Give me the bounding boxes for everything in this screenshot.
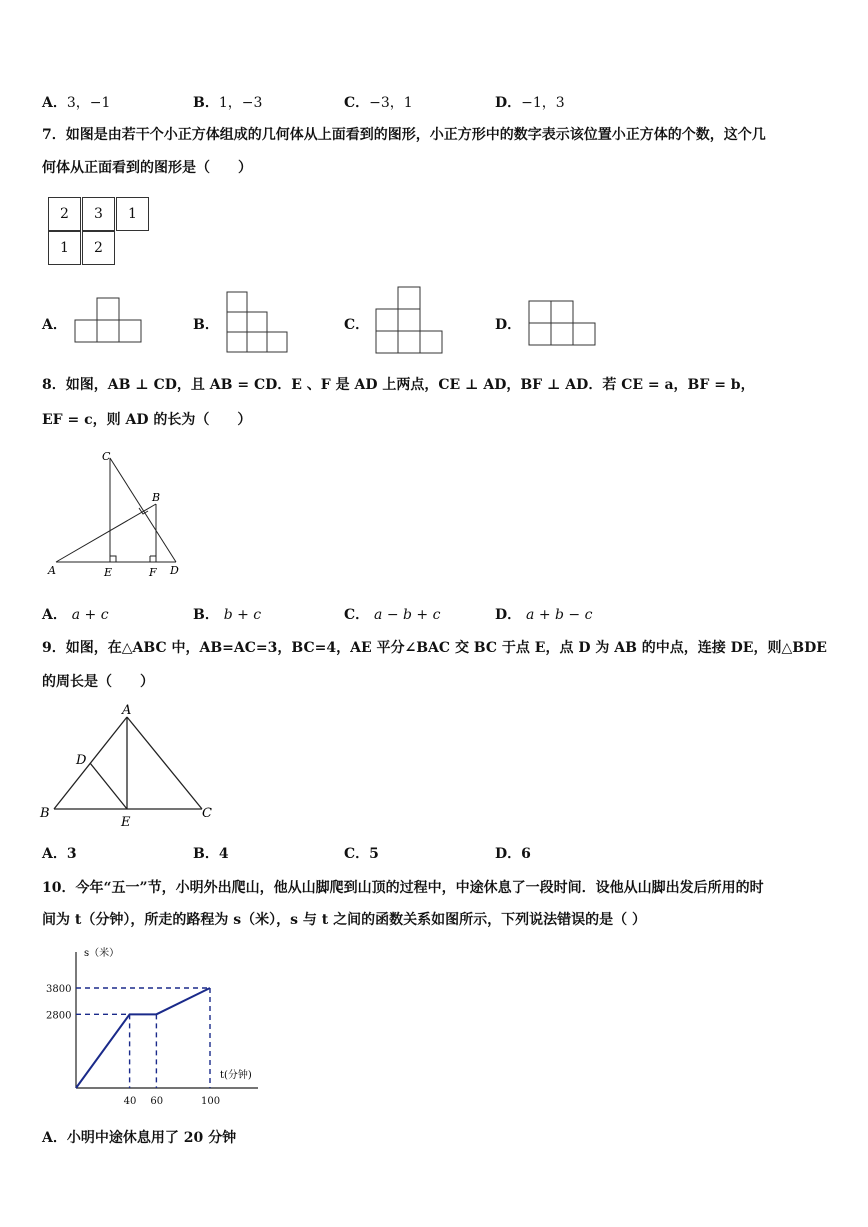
q8-option-a[interactable]: A． a + c: [42, 607, 109, 623]
q7-text-line2: 何体从正面看到的图形是（ ）: [42, 160, 252, 176]
label-a: A: [48, 564, 56, 577]
grid-cell: 1: [116, 197, 149, 231]
label-c: C: [202, 806, 212, 821]
x-tick-label: 40: [123, 1096, 137, 1107]
q10-option-a[interactable]: A．小明中途休息用了 20 分钟: [42, 1130, 237, 1146]
q9-text-line2: 的周长是（ ）: [42, 674, 154, 690]
q10-distance-time-chart: [40, 940, 270, 1110]
x-axis-label: t(分钟): [220, 1070, 252, 1081]
q8-option-d[interactable]: D． a + b − c: [495, 607, 593, 623]
q7-option-c[interactable]: C．: [344, 317, 370, 333]
q9-option-c[interactable]: C．5: [344, 846, 379, 862]
q9-text-line1: 9．如图，在△ABC 中，AB=AC=3，BC=4，AE 平分∠BAC 交 BC 于点 E，点 D 为 AB 的中点，连接 DE，则△BDE: [42, 640, 827, 656]
y-tick-label: 3800: [46, 984, 72, 995]
q6-option-c[interactable]: C．−3，1: [344, 95, 413, 111]
grid-cell: 2: [48, 197, 81, 231]
label-a: A: [122, 703, 132, 718]
q7-figure-c: [375, 286, 447, 356]
x-tick-label: 100: [201, 1096, 221, 1107]
q9-option-a[interactable]: A．3: [42, 846, 77, 862]
label-e: E: [104, 566, 113, 579]
q7-option-a[interactable]: A．: [42, 317, 67, 333]
q9-figure: [36, 700, 221, 830]
q10-text-line2: 间为 t（分钟），所走的路程为 s（米），s 与 t 之间的函数关系如图所示，下列说法错误的是（ ）: [42, 912, 646, 928]
q7-figure-d: [528, 300, 600, 346]
x-tick-label: 60: [150, 1096, 164, 1107]
q6-option-b[interactable]: B．1，−3: [193, 95, 263, 111]
q6-option-d[interactable]: D．−1，3: [495, 95, 565, 111]
q8-figure: [44, 446, 194, 581]
q7-figure-a: [74, 297, 144, 345]
grid-cell: 1: [48, 231, 81, 265]
label-d: D: [76, 753, 87, 768]
y-axis-label: s（米）: [84, 948, 120, 959]
grid-cell: 2: [82, 231, 115, 265]
q8-option-c[interactable]: C． a − b + c: [344, 607, 441, 623]
q7-text-line1: 7．如图是由若干个小正方体组成的几何体从上面看到的图形，小正方形中的数字表示该位置小正方体的个数，这个几: [42, 127, 766, 143]
q8-option-b[interactable]: B． b + c: [193, 607, 262, 623]
grid-cell: 3: [82, 197, 115, 231]
series-line: [76, 988, 210, 1088]
q7-option-b[interactable]: B．: [193, 317, 219, 333]
q6-option-a[interactable]: A．3，−1: [42, 95, 111, 111]
q7-option-d[interactable]: D．: [495, 317, 522, 333]
q9-option-d[interactable]: D．6: [495, 846, 531, 862]
label-b: B: [152, 491, 161, 504]
label-f: F: [149, 566, 157, 579]
label-d: D: [170, 564, 179, 577]
label-e: E: [121, 815, 131, 830]
label-b: B: [40, 806, 50, 821]
q9-option-b[interactable]: B．4: [193, 846, 229, 862]
q10-text-line1: 10．今年“五一”节，小明外出爬山，他从山脚爬到山顶的过程中，中途休息了一段时间．设他从山脚出发后所用的时: [42, 880, 764, 896]
q8-text-line2: EF = c，则 AD 的长为（ ）: [42, 412, 252, 428]
q7-figure-b: [226, 291, 292, 353]
y-tick-label: 2800: [46, 1010, 72, 1022]
q8-text-line1: 8．如图，AB ⊥ CD，且 AB = CD．E 、F 是 AD 上两点，CE ⊥ AD，BF ⊥ AD．若 CE = a，BF = b，: [42, 377, 755, 393]
label-c: C: [102, 450, 111, 463]
